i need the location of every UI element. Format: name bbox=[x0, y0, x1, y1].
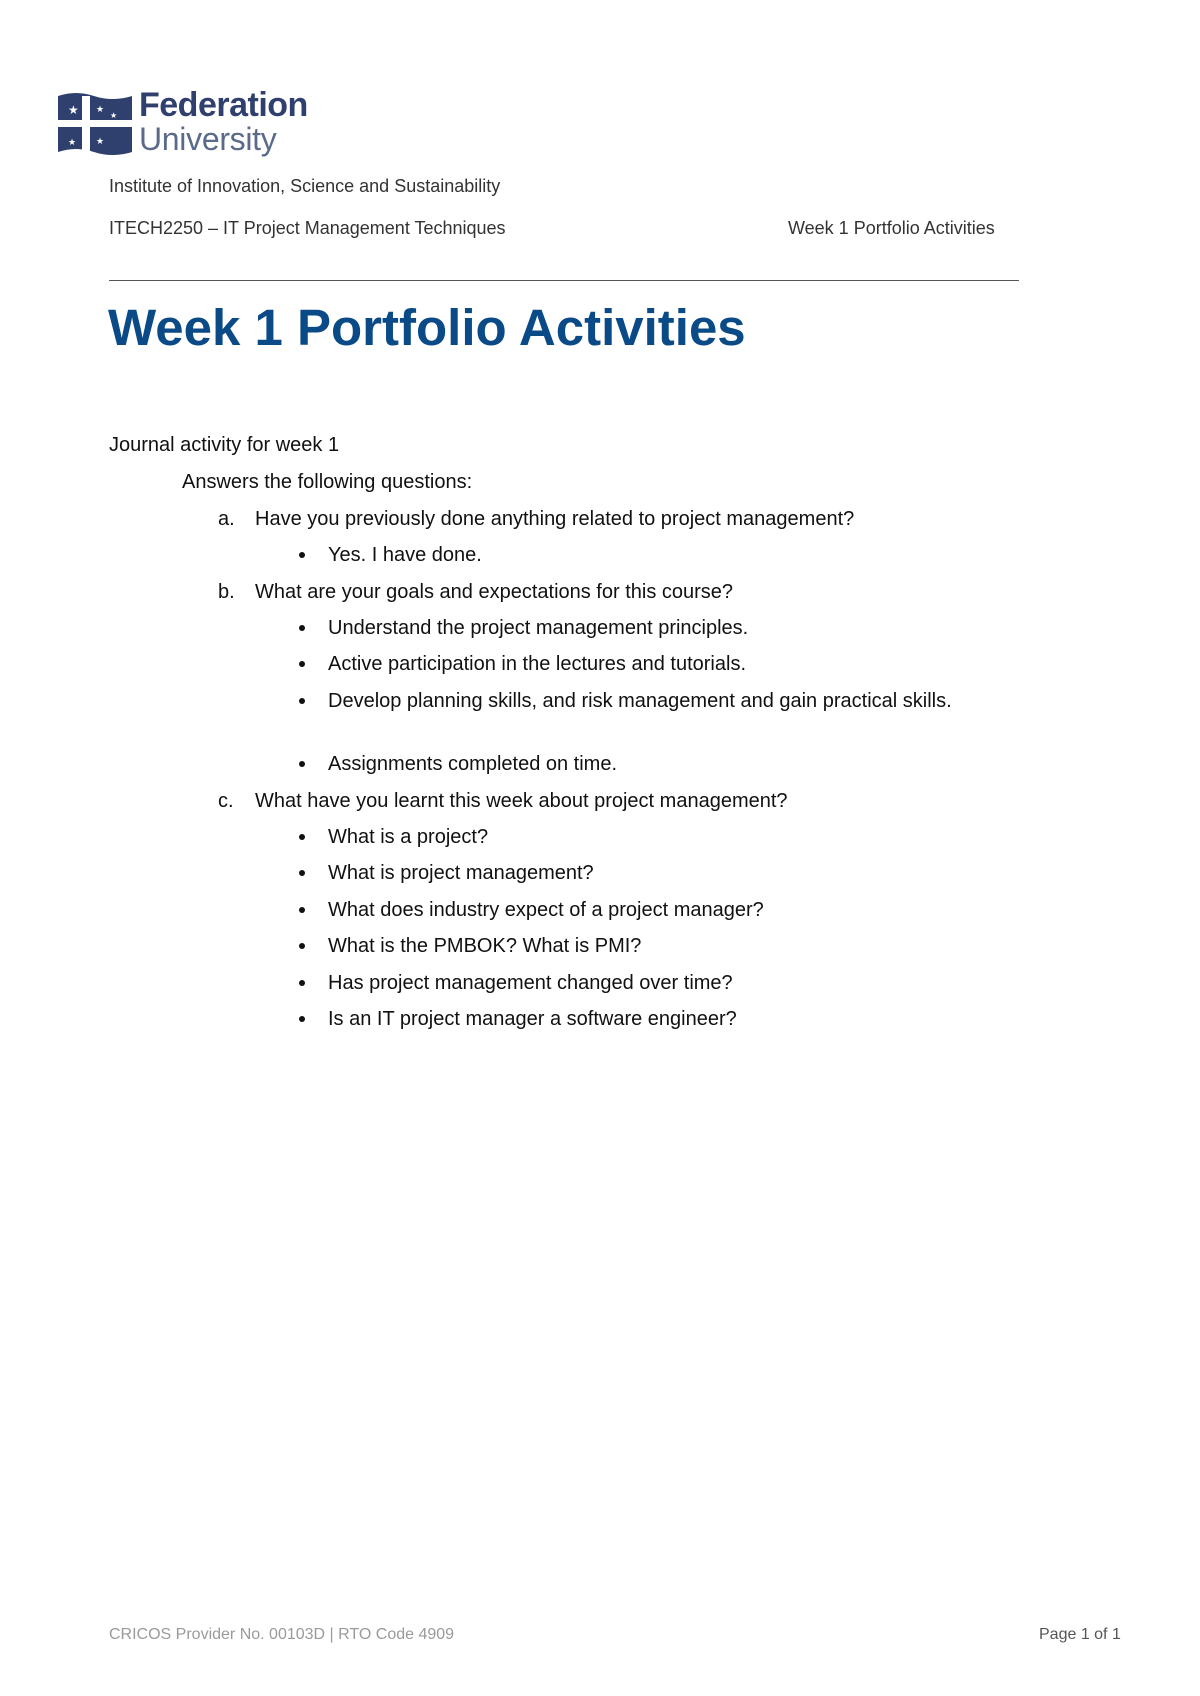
bullet-icon bbox=[299, 1016, 305, 1022]
footer-provider: CRICOS Provider No. 00103D | RTO Code 4909 bbox=[109, 1626, 455, 1643]
answer-item: Active participation in the lectures and tutorials. bbox=[328, 653, 746, 675]
answer-item: Has project management changed over time? bbox=[328, 972, 733, 994]
answers-prompt: Answers the following questions: bbox=[182, 471, 473, 493]
answer-item: Assignments completed on time. bbox=[328, 753, 618, 775]
bullet-icon bbox=[299, 834, 305, 840]
bullet-icon bbox=[299, 943, 305, 949]
answer-item: Yes. I have done. bbox=[328, 544, 482, 566]
header-doc-label: Week 1 Portfolio Activities bbox=[788, 218, 995, 238]
svg-text:★: ★ bbox=[68, 138, 77, 148]
answer-item: What does industry expect of a project manager? bbox=[328, 899, 764, 921]
svg-text:★: ★ bbox=[96, 105, 105, 115]
svg-text:★: ★ bbox=[110, 111, 118, 120]
bullet-icon bbox=[299, 552, 305, 558]
question-letter: c. bbox=[218, 790, 234, 812]
question-text: What have you learnt this week about project management? bbox=[255, 790, 788, 812]
answer-item: Develop planning skills, and risk management and gain practical skills. bbox=[328, 690, 952, 712]
university-logo bbox=[56, 88, 326, 160]
bullet-icon bbox=[299, 907, 305, 913]
svg-text:★: ★ bbox=[96, 137, 105, 147]
page-number: Page 1 of 1 bbox=[1039, 1626, 1121, 1643]
answer-item: What is the PMBOK? What is PMI? bbox=[328, 935, 642, 957]
answer-item: What is a project? bbox=[328, 826, 489, 848]
bullet-icon bbox=[299, 761, 305, 767]
question-letter: b. bbox=[218, 581, 235, 603]
bullet-icon bbox=[299, 698, 305, 704]
journal-intro: Journal activity for week 1 bbox=[109, 434, 340, 456]
institute-name: Institute of Innovation, Science and Sustainability bbox=[109, 176, 501, 196]
question-text: Have you previously done anything related to project management? bbox=[255, 508, 855, 530]
logo-name-line2: University bbox=[139, 121, 277, 157]
answer-item: What is project management? bbox=[328, 862, 594, 884]
bullet-icon bbox=[299, 625, 305, 631]
svg-text:★: ★ bbox=[68, 103, 79, 117]
bullet-icon bbox=[299, 870, 305, 876]
flag-emblem-icon bbox=[56, 90, 134, 158]
header-divider bbox=[109, 280, 1019, 281]
question-text: What are your goals and expectations for this course? bbox=[255, 581, 734, 603]
course-code: ITECH2250 – IT Project Management Techniques bbox=[109, 218, 506, 238]
question-letter: a. bbox=[218, 508, 235, 530]
bullet-icon bbox=[299, 980, 305, 986]
page-title: Week 1 Portfolio Activities bbox=[108, 299, 746, 356]
bullet-icon bbox=[299, 661, 305, 667]
answer-item: Is an IT project manager a software engineer? bbox=[328, 1008, 737, 1030]
answer-item: Understand the project management principles. bbox=[328, 617, 749, 639]
logo-name-line1: Federation bbox=[139, 86, 308, 124]
